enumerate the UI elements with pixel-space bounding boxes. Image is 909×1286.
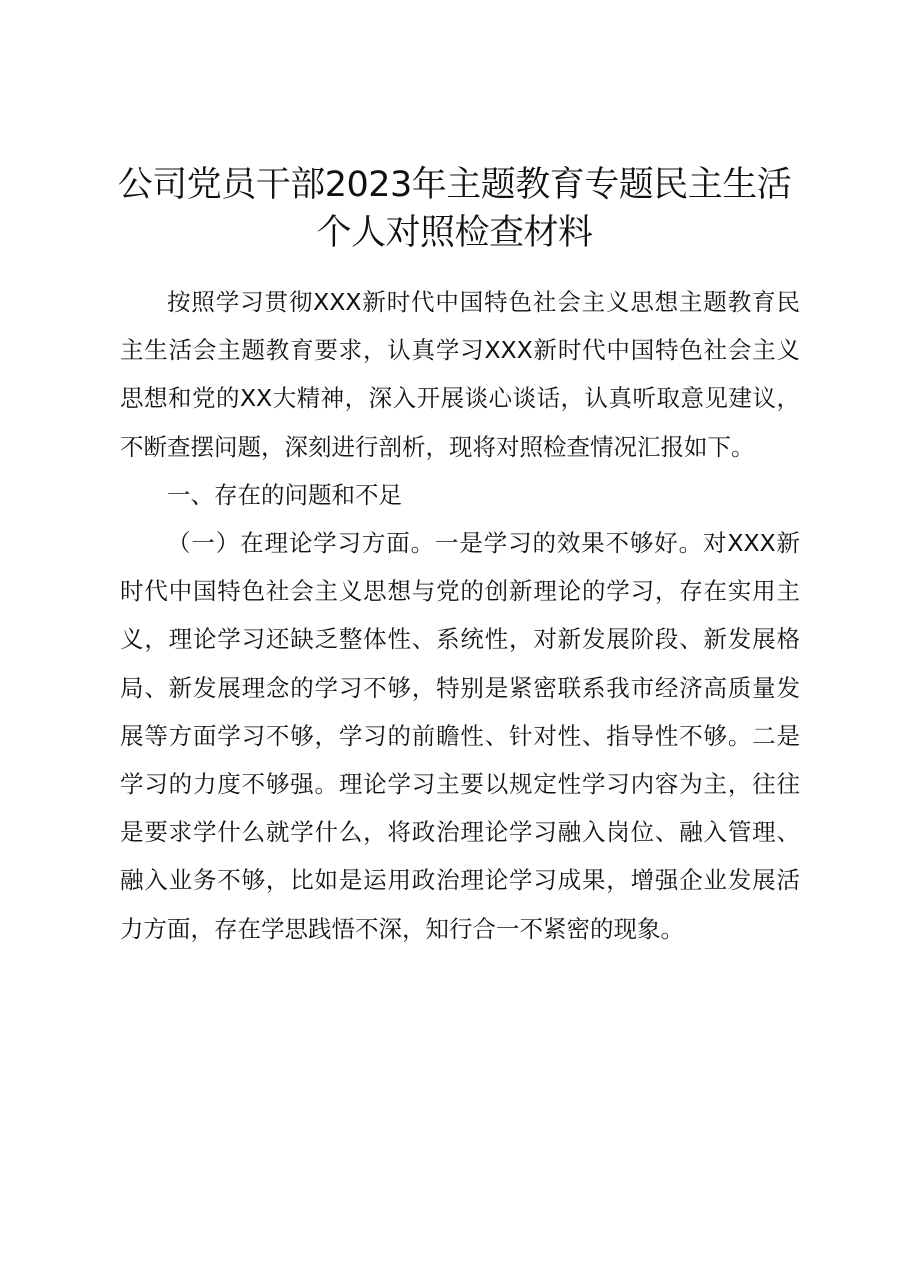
document-title-line-2: 个人对照检查材料 — [316, 213, 593, 253]
document-title-line-1: 公司党员干部2023年主题教育专题民主生活 — [117, 165, 792, 205]
theory-study-paragraph: （一）在理论学习方面。一是学习的效果不够好。对XXX新时代中国特色社会主义思想与党的创新理论的学习，存在实用主义，理论学习还缺乏整体性、系统性，对新发展阶段、新发展格局、新发展理念的学习不够，特别是紧密联系我市经济高质量发展等方面学习不够，学习的前瞻性、针对性、指导性不够。二是学习的力度不够强。理论学习主要以规定性学习内容为主，往往是要求学什么就学什么，将政治理论学习融入岗位、融入管理、融入业务不够，比如是运用政治理论学习成果，增强企业发展活力方面，存在学思践悟不深，知行合一不紧密的现象。 — [120, 529, 800, 943]
intro-paragraph: 按照学习贯彻XXX新时代中国特色社会主义思想主题教育民主生活会主题教育要求，认真学习XXX新时代中国特色社会主义思想和党的XX大精神，深入开展谈心谈话，认真听取意见建议，不断查摆问题，深刻进行剖析，现将对照检查情况汇报如下。 — [120, 288, 800, 461]
section-heading: 一、存在的问题和不足 — [167, 480, 402, 509]
document-body — [120, 278, 800, 953]
